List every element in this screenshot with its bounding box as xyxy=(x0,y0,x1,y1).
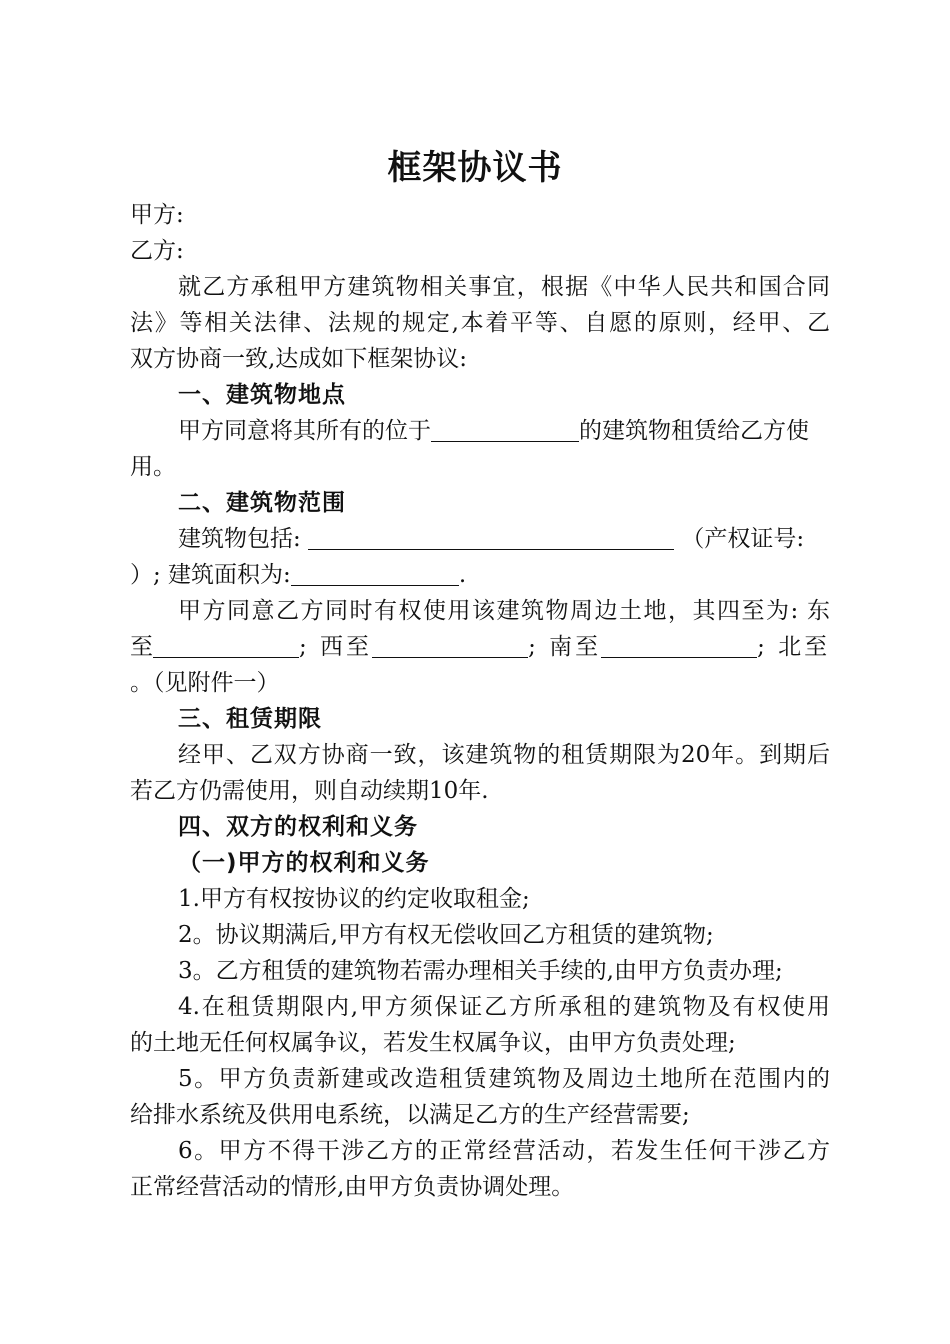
building-includes-blank xyxy=(308,523,674,550)
south-blank xyxy=(601,631,757,658)
intro-line-1: 就乙方承租甲方建筑物相关事宜，根据《中华人民共和国合同 xyxy=(178,274,830,300)
location-text-2: 的建筑物租赁给乙方使 xyxy=(579,418,809,444)
west-blank xyxy=(372,631,528,658)
obligation-item-4-line-1: 4.在租赁期限内,甲方须保证乙方所承租的建筑物及有权使用 xyxy=(178,994,830,1020)
section-1-heading: 一、建筑物地点 xyxy=(178,382,346,408)
obligation-item-2: 2。协议期满后,甲方有权无偿收回乙方租赁的建筑物; xyxy=(178,922,714,948)
section-3-heading: 三、租赁期限 xyxy=(178,706,322,732)
area-blank xyxy=(291,559,459,586)
document-title: 框架协议书 xyxy=(387,148,563,188)
intro-line-3: 双方协商一致,达成如下框架协议: xyxy=(130,346,468,372)
area-period: . xyxy=(458,562,467,588)
building-includes-label: 建筑物包括: xyxy=(178,526,301,552)
section-3-line-1: 经甲、乙双方协商一致，该建筑物的租赁期限为20年。到期后 xyxy=(178,742,830,768)
obligation-item-5-line-2: 给排水系统及供用电系统，以满足乙方的生产经营需要; xyxy=(130,1102,690,1128)
east-blank xyxy=(153,631,299,658)
location-text: 甲方同意将其所有的位于 xyxy=(178,418,431,444)
section-2-line-2 xyxy=(130,557,830,593)
section-2-line-5: 。（见附件一） xyxy=(130,670,280,696)
section-2-line-4 xyxy=(130,629,830,665)
obligation-item-6-line-1: 6。甲方不得干涉乙方的正常经营活动，若发生任何干涉乙方 xyxy=(178,1138,830,1164)
location-blank xyxy=(431,415,579,442)
section-3-line-2: 若乙方仍需使用，则自动续期10年. xyxy=(130,778,489,804)
section-4-heading: 四、双方的权利和义务 xyxy=(178,814,418,840)
intro-line-2: 法》等相关法律、法规的规定,本着平等、自愿的原则，经甲、乙 xyxy=(130,310,830,336)
west-label: ; 西至 xyxy=(299,634,373,660)
section-2-line-3: 甲方同意乙方同时有权使用该建筑物周边土地，其四至为: 东 xyxy=(178,598,830,624)
section-2-heading: 二、建筑物范围 xyxy=(178,490,346,516)
cert-number-label: （产权证号: xyxy=(681,526,805,552)
section-4-subheading: （一)甲方的权利和义务 xyxy=(178,850,430,876)
obligation-item-6-line-2: 正常经营活动的情形,由甲方负责协调处理。 xyxy=(130,1174,575,1200)
section-1-line-1 xyxy=(178,413,830,449)
obligation-item-1: 1.甲方有权按协议的约定收取租金; xyxy=(178,886,530,912)
section-1-line-2: 用。 xyxy=(130,454,176,480)
obligation-item-4-line-2: 的土地无任何权属争议，若发生权属争议，由甲方负责处理; xyxy=(130,1030,736,1056)
party-a-label: 甲方: xyxy=(130,202,184,228)
party-b-label: 乙方: xyxy=(130,238,184,264)
obligation-item-3: 3。乙方租赁的建筑物若需办理相关手续的,由甲方负责办理; xyxy=(178,958,783,984)
section-2-line-1 xyxy=(178,521,830,557)
obligation-item-5-line-1: 5。甲方负责新建或改造租赁建筑物及周边土地所在范围内的 xyxy=(178,1066,830,1092)
north-label: ; 北至 xyxy=(757,634,831,660)
south-label: ; 南至 xyxy=(528,634,602,660)
area-label: ）; 建筑面积为: xyxy=(130,562,291,588)
east-to-label: 至 xyxy=(130,634,153,660)
